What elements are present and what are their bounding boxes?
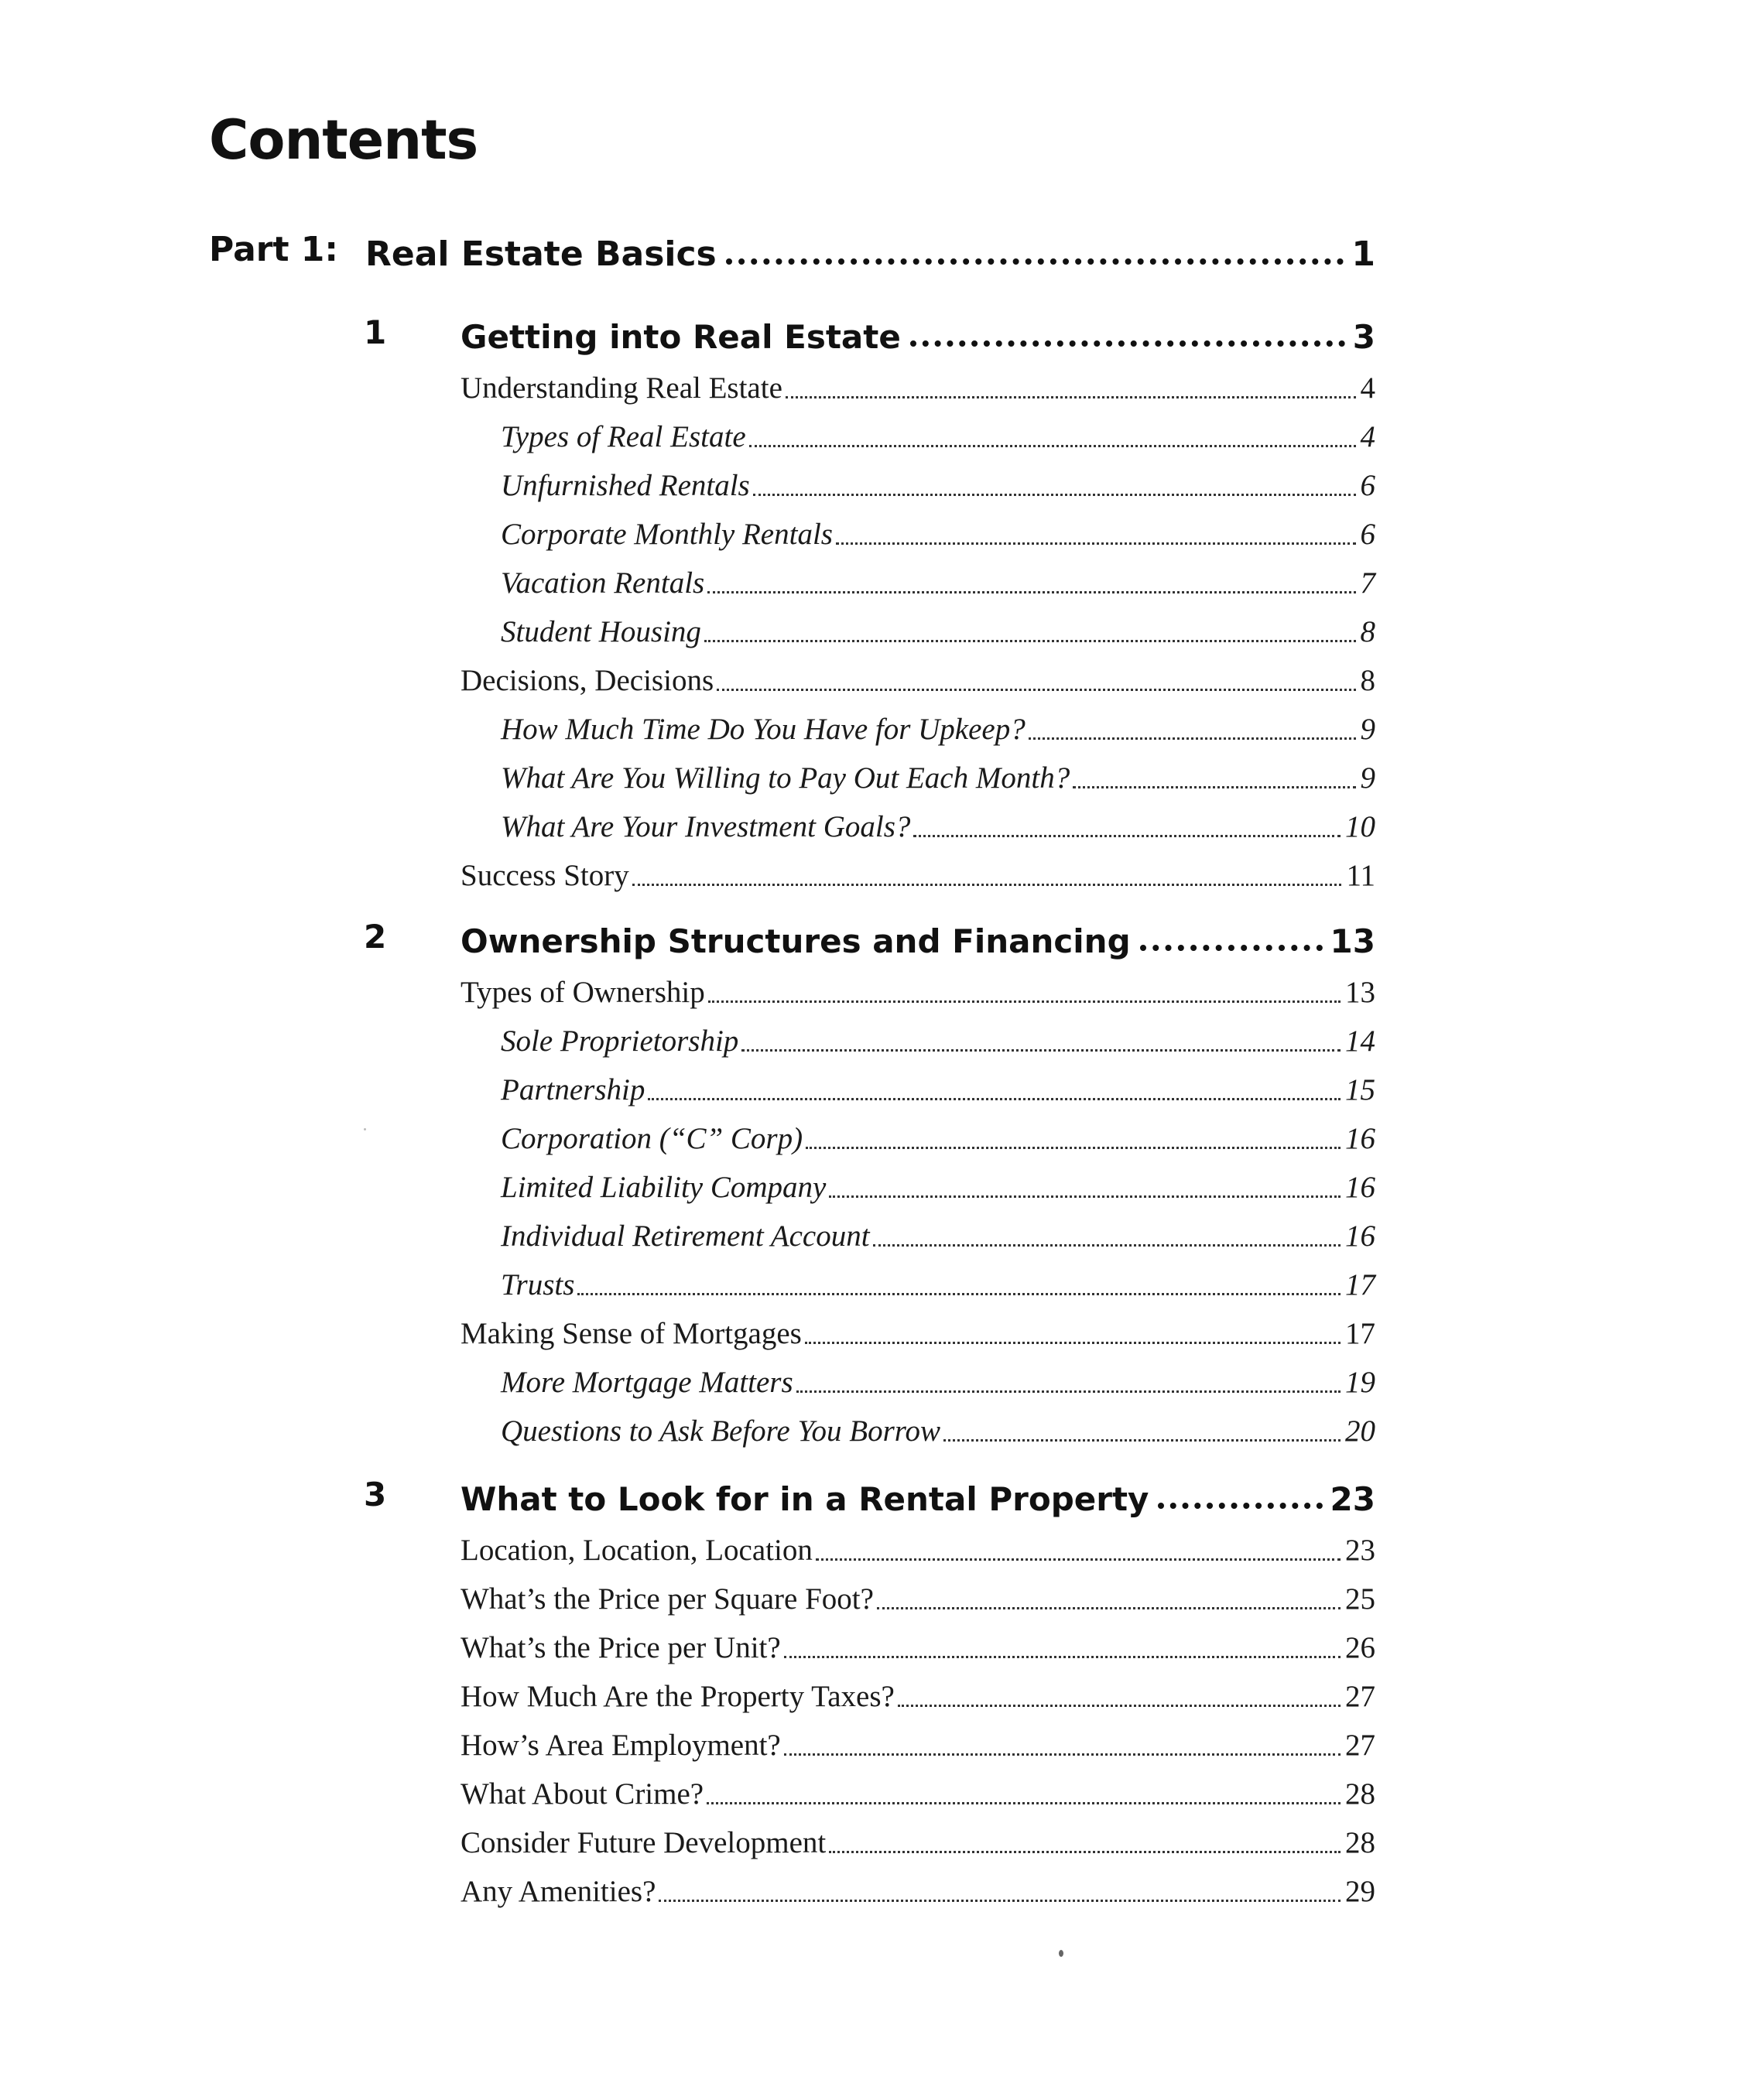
toc-entry bbox=[461, 1770, 1375, 1811]
dot-leader bbox=[707, 1802, 1341, 1804]
entry-page-number: 9 bbox=[1360, 713, 1375, 746]
entry-title: What’s the Price per Unit? bbox=[461, 1631, 781, 1664]
chapter-page-number: 3 bbox=[1352, 318, 1375, 356]
dot-leader bbox=[1158, 1503, 1322, 1509]
entry-page-number: 17 bbox=[1345, 1317, 1375, 1350]
entry-page-number: 8 bbox=[1360, 615, 1375, 648]
entry-page-number: 9 bbox=[1360, 761, 1375, 795]
toc-subentry bbox=[501, 1212, 1375, 1254]
toc-entry bbox=[461, 968, 1375, 1010]
entry-page-number: 7 bbox=[1360, 566, 1375, 600]
toc-subentry bbox=[501, 607, 1375, 649]
dot-leader bbox=[784, 1656, 1341, 1658]
toc-entry bbox=[461, 851, 1375, 893]
dot-leader bbox=[648, 1098, 1341, 1100]
dot-leader bbox=[806, 1147, 1341, 1149]
part-row bbox=[365, 226, 1375, 274]
scan-speck bbox=[1059, 1950, 1063, 1957]
chapter-page-number: 13 bbox=[1330, 922, 1375, 960]
entry-page-number: 6 bbox=[1360, 469, 1375, 502]
entry-title: Limited Liability Company bbox=[501, 1171, 827, 1204]
dot-leader bbox=[805, 1342, 1341, 1344]
entry-title: Unfurnished Rentals bbox=[501, 469, 750, 502]
dot-leader bbox=[898, 1705, 1341, 1707]
entry-title: More Mortgage Matters bbox=[501, 1366, 793, 1399]
entry-page-number: 29 bbox=[1345, 1875, 1375, 1908]
dot-leader bbox=[873, 1244, 1341, 1247]
toc-subentry bbox=[501, 1163, 1375, 1205]
entry-page-number: 4 bbox=[1360, 371, 1375, 405]
entry-title: Corporate Monthly Rentals bbox=[501, 518, 833, 551]
entry-title: Location, Location, Location bbox=[461, 1534, 813, 1567]
entry-page-number: 23 bbox=[1345, 1534, 1375, 1567]
entry-page-number: 16 bbox=[1345, 1219, 1375, 1253]
chapter-heading bbox=[461, 310, 1375, 356]
entry-page-number: 16 bbox=[1345, 1171, 1375, 1204]
toc-subentry bbox=[501, 1407, 1375, 1448]
part-label: Part 1: bbox=[209, 230, 339, 269]
dot-leader bbox=[749, 445, 1356, 447]
entry-title: Vacation Rentals bbox=[501, 566, 705, 600]
entry-title: Corporation (“C” Corp) bbox=[501, 1122, 803, 1155]
entry-title: How Much Are the Property Taxes? bbox=[461, 1680, 895, 1713]
dot-leader bbox=[659, 1900, 1341, 1902]
dot-leader bbox=[708, 1000, 1341, 1003]
entry-title: Partnership bbox=[501, 1073, 645, 1106]
dot-leader bbox=[707, 591, 1355, 593]
dot-leader bbox=[741, 1049, 1341, 1052]
chapter-number: 2 bbox=[364, 918, 387, 956]
entry-page-number: 28 bbox=[1345, 1826, 1375, 1859]
part-title: Real Estate Basics bbox=[365, 234, 717, 274]
entry-title: What’s the Price per Square Foot? bbox=[461, 1582, 874, 1616]
dot-leader bbox=[877, 1607, 1341, 1609]
entry-title: Understanding Real Estate bbox=[461, 371, 782, 405]
entry-title: Consider Future Development bbox=[461, 1826, 827, 1859]
toc-entry bbox=[461, 364, 1375, 405]
toc-subentry bbox=[501, 754, 1375, 795]
scan-speck bbox=[364, 1128, 366, 1130]
toc-subentry bbox=[501, 1358, 1375, 1400]
entry-title: Individual Retirement Account bbox=[501, 1219, 870, 1253]
entry-page-number: 28 bbox=[1345, 1777, 1375, 1811]
entry-title: Trusts bbox=[501, 1268, 575, 1301]
toc-subentry bbox=[501, 510, 1375, 552]
chapter-title: Ownership Structures and Financing bbox=[461, 922, 1131, 960]
chapter-number: 3 bbox=[364, 1476, 387, 1513]
toc-entry bbox=[461, 1818, 1375, 1860]
dot-leader bbox=[836, 542, 1356, 545]
entry-page-number: 26 bbox=[1345, 1631, 1375, 1664]
entry-page-number: 10 bbox=[1345, 810, 1375, 843]
entry-page-number: 27 bbox=[1345, 1729, 1375, 1762]
dot-leader bbox=[1029, 737, 1356, 740]
toc-entry bbox=[461, 656, 1375, 698]
part-page-number: 1 bbox=[1351, 234, 1375, 274]
dot-leader bbox=[704, 640, 1356, 642]
entry-page-number: 27 bbox=[1345, 1680, 1375, 1713]
toc-subentry bbox=[501, 802, 1375, 844]
chapter-number: 1 bbox=[364, 313, 387, 351]
entry-title: What Are You Willing to Pay Out Each Month? bbox=[501, 761, 1070, 795]
chapter-page-number: 23 bbox=[1330, 1480, 1375, 1518]
toc-entry bbox=[461, 1575, 1375, 1616]
entry-title: Types of Ownership bbox=[461, 976, 705, 1009]
entry-title: What About Crime? bbox=[461, 1777, 704, 1811]
entry-title: What Are Your Investment Goals? bbox=[501, 810, 911, 843]
toc-subentry bbox=[501, 1017, 1375, 1059]
dot-leader bbox=[829, 1195, 1341, 1198]
dot-leader bbox=[1140, 945, 1323, 951]
entry-page-number: 19 bbox=[1345, 1366, 1375, 1399]
entry-title: Any Amenities? bbox=[461, 1875, 656, 1908]
entry-page-number: 25 bbox=[1345, 1582, 1375, 1616]
toc-subentry bbox=[501, 412, 1375, 454]
page-title: Contents bbox=[209, 108, 478, 172]
dot-leader bbox=[577, 1293, 1341, 1295]
entry-page-number: 13 bbox=[1345, 976, 1375, 1009]
entry-page-number: 15 bbox=[1345, 1073, 1375, 1106]
chapter-title: What to Look for in a Rental Property bbox=[461, 1480, 1149, 1518]
dot-leader bbox=[913, 835, 1341, 837]
entry-title: Questions to Ask Before You Borrow bbox=[501, 1414, 941, 1448]
entry-page-number: 11 bbox=[1346, 859, 1375, 892]
toc-entry bbox=[461, 1721, 1375, 1763]
entry-title: Sole Proprietorship bbox=[501, 1024, 739, 1058]
entry-page-number: 16 bbox=[1345, 1122, 1375, 1155]
toc-entry bbox=[461, 1623, 1375, 1665]
toc-subentry bbox=[501, 1065, 1375, 1107]
entry-page-number: 14 bbox=[1345, 1024, 1375, 1058]
toc-entry bbox=[461, 1867, 1375, 1909]
dot-leader bbox=[796, 1390, 1341, 1393]
entry-title: How’s Area Employment? bbox=[461, 1729, 781, 1762]
toc-entry bbox=[461, 1526, 1375, 1568]
entry-title: Decisions, Decisions bbox=[461, 664, 714, 697]
dot-leader bbox=[829, 1851, 1341, 1853]
dot-leader bbox=[726, 258, 1344, 265]
dot-leader bbox=[753, 494, 1356, 496]
toc-subentry bbox=[501, 559, 1375, 600]
entry-title: Student Housing bbox=[501, 615, 701, 648]
toc-subentry bbox=[501, 705, 1375, 747]
toc-subentry bbox=[501, 461, 1375, 503]
chapter-heading bbox=[461, 1472, 1375, 1518]
toc-entry bbox=[461, 1309, 1375, 1351]
entry-title: Making Sense of Mortgages bbox=[461, 1317, 802, 1350]
entry-title: Types of Real Estate bbox=[501, 420, 746, 453]
toc-subentry bbox=[501, 1260, 1375, 1302]
entry-page-number: 17 bbox=[1345, 1268, 1375, 1301]
dot-leader bbox=[786, 396, 1356, 398]
dot-leader bbox=[784, 1753, 1341, 1756]
entry-title: How Much Time Do You Have for Upkeep? bbox=[501, 713, 1026, 746]
entry-page-number: 4 bbox=[1360, 420, 1375, 453]
dot-leader bbox=[910, 340, 1345, 347]
chapter-heading bbox=[461, 914, 1375, 960]
dot-leader bbox=[717, 689, 1355, 691]
dot-leader bbox=[816, 1558, 1341, 1561]
entry-page-number: 6 bbox=[1360, 518, 1375, 551]
entry-title: Success Story bbox=[461, 859, 629, 892]
toc-entry bbox=[461, 1672, 1375, 1714]
toc-subentry bbox=[501, 1114, 1375, 1156]
chapter-title: Getting into Real Estate bbox=[461, 318, 901, 356]
entry-page-number: 20 bbox=[1345, 1414, 1375, 1448]
entry-page-number: 8 bbox=[1360, 664, 1375, 697]
dot-leader bbox=[1073, 786, 1355, 788]
dot-leader bbox=[632, 884, 1342, 886]
dot-leader bbox=[943, 1439, 1341, 1442]
